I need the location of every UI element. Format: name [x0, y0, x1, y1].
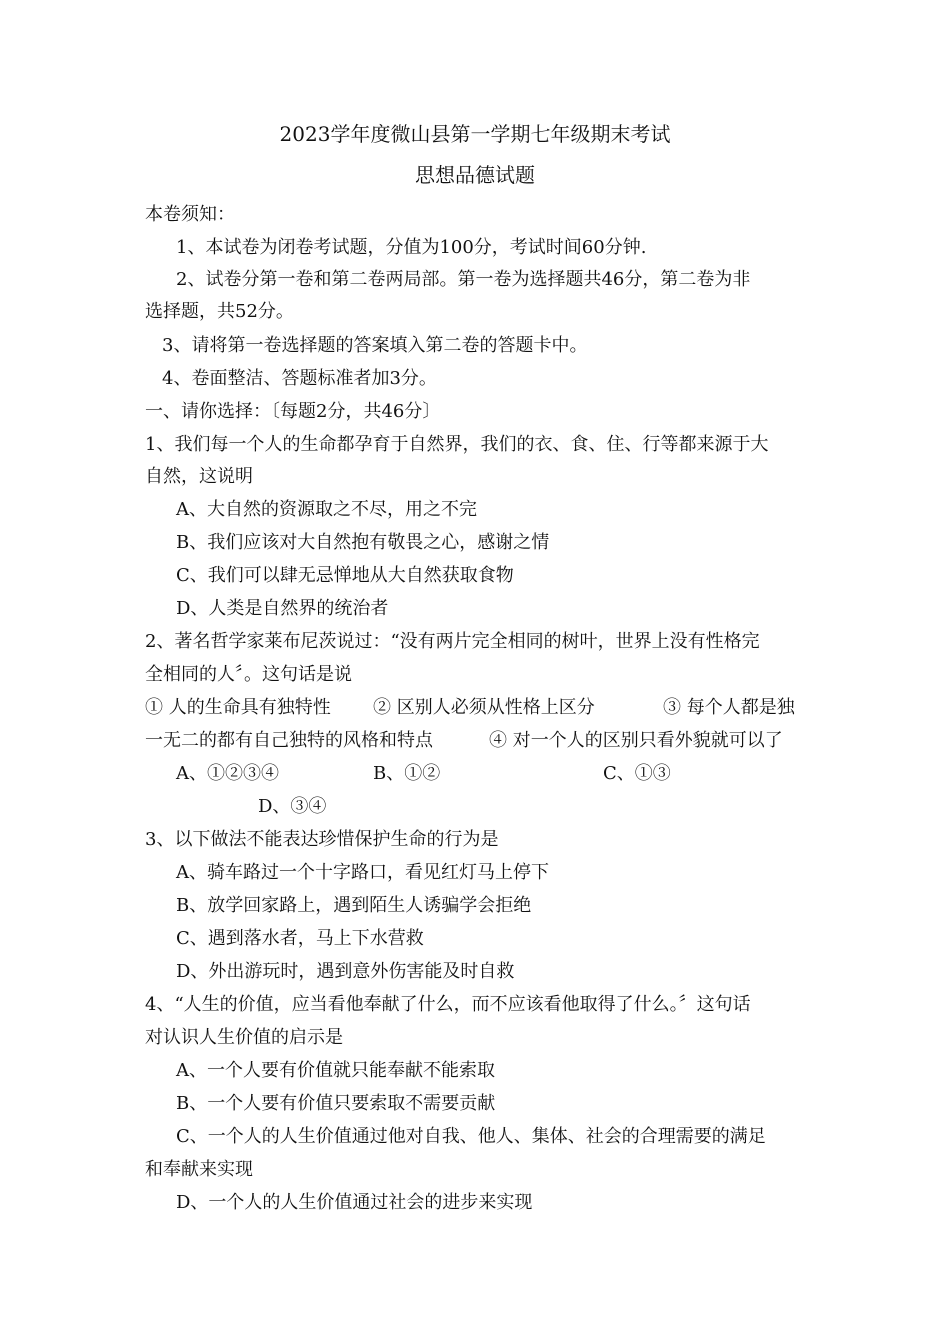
question-4-option-d: D、一个人的人生价值通过社会的进步来实现 [176, 1192, 533, 1213]
question-2-statement-2: ② 区别人必须从性格上区分 [373, 697, 595, 718]
question-1-option-d: D、人类是自然界的统治者 [176, 598, 389, 619]
question-2-stem: 2、著名哲学家莱布尼茨说过：“没有两片完全相同的树叶，世界上没有性格完 [145, 631, 760, 652]
notice-item-2-cont: 选择题，共52分。 [145, 301, 294, 322]
question-4-option-c: C、一个人的人生价值通过他对自我、他人、集体、社会的合理需要的满足 [176, 1126, 766, 1147]
question-4-stem-cont: 对认识人生价值的启示是 [145, 1027, 343, 1048]
question-2-option-c: C、①③ [603, 763, 671, 784]
question-3-option-c: C、遇到落水者，马上下水营救 [176, 928, 424, 949]
question-2-statement-3: ③ 每个人都是独 [663, 697, 795, 718]
question-2-option-d: D、③④ [258, 796, 327, 817]
notice-item-1: 1、本试卷为闭卷考试题，分值为100分，考试时间60分钟. [176, 237, 647, 258]
question-3-option-d: D、外出游玩时，遇到意外伤害能及时自救 [176, 961, 515, 982]
question-2-statement-3-cont: 一无二的都有自己独特的风格和特点 [145, 730, 433, 751]
question-4-stem: 4、“人生的价值，应当看他奉献了什么，而不应该看他取得了什么。〞这句话 [145, 994, 751, 1015]
question-4-option-b: B、一个人要有价值只要索取不需要贡献 [176, 1093, 496, 1114]
question-1-option-c: C、我们可以肆无忌惮地从大自然获取食物 [176, 565, 514, 586]
notice-heading: 本卷须知： [145, 204, 235, 225]
question-2-option-b: B、①② [373, 763, 441, 784]
notice-item-2: 2、试卷分第一卷和第二卷两局部。第一卷为选择题共46分，第二卷为非 [176, 269, 751, 290]
question-1-stem-cont: 自然，这说明 [145, 466, 253, 487]
question-4-option-a: A、一个人要有价值就只能奉献不能索取 [176, 1060, 495, 1081]
question-1-option-b: B、我们应该对大自然抱有敬畏之心，感谢之情 [176, 532, 550, 553]
question-3-stem: 3、以下做法不能表达珍惜保护生命的行为是 [145, 829, 499, 850]
question-4-option-c-cont: 和奉献来实现 [145, 1159, 253, 1180]
question-1-option-a: A、大自然的资源取之不尽，用之不完 [176, 499, 477, 520]
question-2-stem-cont: 全相同的人〞。这句话是说 [145, 664, 352, 685]
exam-title: 2023学年度微山县第一学期七年级期末考试 [279, 122, 671, 146]
question-2-option-a: A、①②③④ [176, 763, 279, 784]
question-3-option-b: B、放学回家路上，遇到陌生人诱骗学会拒绝 [176, 895, 532, 916]
question-2-statement-1: ① 人的生命具有独特性 [145, 697, 331, 718]
notice-item-4: 4、卷面整洁、答题标准者加3分。 [162, 368, 437, 389]
exam-subtitle: 思想品德试题 [415, 163, 535, 187]
section-heading: 一、请你选择：〔每题2分，共46分〕 [145, 401, 441, 422]
question-2-statement-4: ④ 对一个人的区别只看外貌就可以了 [489, 730, 783, 751]
question-3-option-a: A、骑车路过一个十字路口，看见红灯马上停下 [176, 862, 549, 883]
question-1-stem: 1、我们每一个人的生命都孕育于自然界，我们的衣、食、住、行等都来源于大 [145, 434, 769, 455]
notice-item-3: 3、请将第一卷选择题的答案填入第二卷的答题卡中。 [162, 335, 588, 356]
